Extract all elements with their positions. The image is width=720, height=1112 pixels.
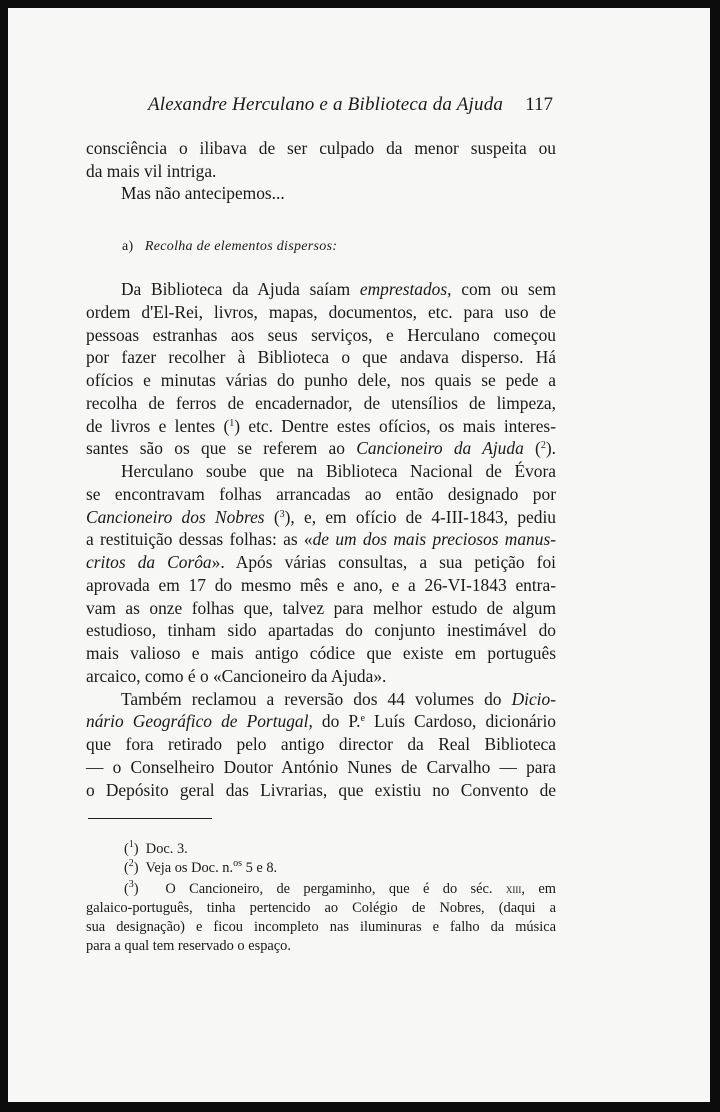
footnote-line: galaico-português, tinha pertencido ao Colégio de Nobres, (daqui a — [86, 899, 556, 916]
emphasis: nário Geográfico de Portugal, — [86, 711, 313, 732]
text-line: por fazer recolher à Biblioteca o que andava disperso. Há — [86, 347, 556, 368]
text-run: Luís Cardoso, dicionário — [364, 711, 556, 732]
footnote-ref: 2 — [540, 440, 546, 452]
running-header — [148, 94, 553, 116]
emphasis: Cancioneiro dos Nobres — [86, 506, 265, 527]
superscript: os — [233, 858, 242, 870]
intro-paragraph — [86, 137, 556, 205]
emphasis: emprestados, — [359, 279, 452, 299]
text-run: ( — [523, 438, 541, 459]
footnote-ref: 3 — [279, 508, 285, 520]
emphasis: Cancioneiro da Ajuda — [356, 438, 524, 459]
text-line — [86, 551, 556, 574]
text-line — [86, 506, 556, 529]
text-line: vam as onze folhas que, talvez para melhor estudo de algum — [86, 597, 556, 618]
text-line: Mas não antecipemos... — [121, 183, 285, 204]
text-run: ). — [545, 438, 556, 459]
section-label: a) — [122, 239, 134, 254]
text-line: mais valioso e mais antigo códice que existe em português — [86, 643, 556, 663]
text-line — [86, 437, 556, 460]
text-line: recolha de ferros de encadernador, de utensílios de limpeza, — [86, 392, 556, 413]
text-run: ) etc. Dentre estes ofícios, os mais interes- — [234, 415, 556, 436]
footnote-line: para a qual tem reservado o espaço. — [86, 938, 291, 955]
text-line: que fora retirado pelo antigo director da Real Biblioteca — [86, 734, 556, 754]
text-run: santes são os que se referem ao — [86, 438, 357, 459]
text-run: com ou sem — [451, 279, 557, 299]
page-sheet — [8, 8, 710, 1102]
text-run: Da Biblioteca da Ajuda saíam — [121, 279, 360, 299]
footnote-mark: 2 — [128, 858, 134, 870]
text-line — [86, 528, 556, 551]
text-run: de livros e lentes ( — [86, 415, 230, 436]
text-line — [86, 688, 556, 711]
footnote-text: , em — [521, 880, 556, 897]
text-line: arcaico, como é o «Cancioneiro da Ajuda». — [86, 665, 387, 686]
text-run: ), e, em ofício de 4-III-1843, pediu — [284, 506, 556, 527]
footnote-mark: 3 — [128, 878, 134, 890]
emphasis: critos da Corôa — [86, 552, 212, 572]
text-line: da mais vil intriga. — [86, 160, 217, 181]
emphasis: Dicio- — [511, 688, 556, 709]
page-number: 117 — [525, 94, 553, 115]
footnote-text: O Cancioneiro, de pergaminho, que é do séc. — [165, 880, 506, 897]
footnote-divider — [88, 818, 212, 819]
text-line — [86, 415, 556, 438]
text-run: do P. — [312, 711, 361, 732]
text-line — [86, 710, 556, 733]
text-line: ofícios e minutas várias do punho dele, nos quais se pede a — [86, 370, 556, 390]
footnote: ($^1$) Doc. 3. — [124, 839, 188, 857]
text-line: o Depósito geral das Livrarias, que existiu no Convento de — [86, 779, 556, 800]
emphasis: de um dos mais preciosos manus- — [312, 529, 557, 550]
text-line: pessoas estranhas aos seus serviços, e Herculano começou — [86, 324, 556, 345]
body-paragraphs — [86, 278, 556, 801]
century-numeral: xiii — [505, 880, 522, 896]
footnote-line: sua designação) e ficou incompleto nas iluminuras e falho da música — [86, 919, 556, 936]
section-heading — [122, 239, 337, 255]
text-line: estudioso, tinham sido apartadas do conjunto inestimável do — [86, 620, 556, 641]
running-title: Alexandre Herculano e a Biblioteca da Ajuda — [148, 94, 504, 115]
footnote-ref: 1 — [229, 417, 235, 429]
footnote: ($^2$) Veja os Doc. n.$^{os}$ 5 e 8. — [124, 858, 278, 877]
footnote-text: Doc. 3. — [145, 841, 188, 857]
text-line: Herculano soube que na Biblioteca Nacional de Évora — [121, 461, 556, 481]
footnote: ($^3$) O Cancioneiro, de pergaminho, que é do séc. xiii, em — [124, 878, 556, 897]
footnote-text: Veja os Doc. n. — [145, 860, 234, 877]
text-line: — o Conselheiro Doutor António Nunes de Carvalho — para — [86, 756, 556, 777]
text-line: ordem d'El-Rei, livros, mapas, documentos, etc. para uso de — [86, 301, 556, 322]
text-run: Também reclamou a reversão dos 44 volumes do — [121, 688, 512, 709]
footnote-text: 5 e 8. — [241, 860, 278, 877]
text-run: ( — [264, 506, 280, 527]
text-line — [86, 278, 556, 301]
text-run: ». Após várias consultas, a sua petição foi — [211, 552, 556, 572]
text-line: se encontravam folhas arrancadas ao então designado por — [86, 483, 556, 504]
text-line: aprovada em 17 do mesmo mês e ano, e a 26-VI-1843 entra- — [86, 574, 556, 595]
superscript: e — [360, 713, 365, 725]
text-run: a restituição dessas folhas: as « — [86, 529, 313, 550]
footnotes — [86, 840, 556, 957]
footnote-mark: 1 — [128, 839, 134, 850]
text-line: consciência o ilibava de ser culpado da menor suspeita ou — [86, 138, 556, 158]
section-title: Recolha de elementos dispersos: — [144, 239, 338, 254]
